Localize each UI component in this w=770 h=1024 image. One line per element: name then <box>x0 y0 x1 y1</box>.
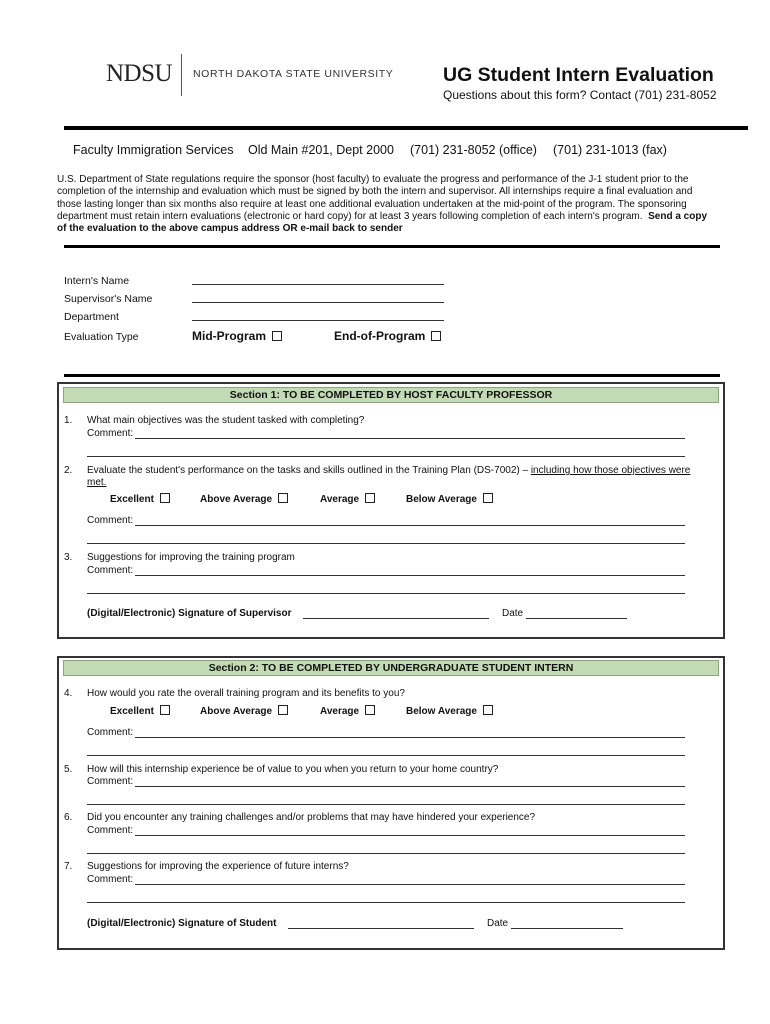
section2-header: Section 2: TO BE COMPLETED BY UNDERGRADUATE STUDENT INTERN <box>63 660 719 676</box>
page-title: UG Student Intern Evaluation <box>443 64 714 86</box>
q7-comment-input[interactable] <box>135 884 685 885</box>
rating-checkbox[interactable] <box>365 493 375 503</box>
office-fax: (701) 231-1013 (fax) <box>553 143 667 157</box>
q4-number: 4. <box>64 688 73 699</box>
q4-rating-average[interactable] <box>320 706 375 717</box>
rating-label: Below Average <box>406 494 477 505</box>
q6-comment-input[interactable] <box>135 835 685 836</box>
q2-text-main: Evaluate the student's performance on the tasks and skills outlined in the Training Plan (DS-7002) – <box>87 465 531 476</box>
department-label: Department <box>64 311 119 323</box>
rating-label: Average <box>320 494 360 505</box>
q4-text: How would you rate the overall training program and its benefits to you? <box>87 688 405 699</box>
student-date-label: Date <box>487 918 509 929</box>
q2-rating-average[interactable] <box>320 494 375 505</box>
q4-comment-label: Comment: <box>87 727 134 738</box>
rating-checkbox[interactable] <box>365 705 375 715</box>
office-phone: (701) 231-8052 (office) <box>410 143 537 157</box>
q6-number: 6. <box>64 812 73 823</box>
q3-comment-input[interactable] <box>135 575 685 576</box>
office-address: Old Main #201, Dept 2000 <box>248 143 394 157</box>
supervisor-signature-label: (Digital/Electronic) Signature of Supervisor <box>87 608 292 619</box>
rating-checkbox[interactable] <box>278 705 288 715</box>
q7-number: 7. <box>64 861 73 872</box>
intern-name-input[interactable] <box>192 284 444 285</box>
q4-rating-above-average[interactable] <box>200 706 288 717</box>
contact-line: Questions about this form? Contact (701) 231-8052 <box>443 88 717 102</box>
mid-program-checkbox[interactable] <box>272 331 282 341</box>
rating-label: Excellent <box>110 706 154 717</box>
q3-comment-line2[interactable] <box>87 593 685 594</box>
end-program-option[interactable] <box>334 329 441 343</box>
q5-comment-label: Comment: <box>87 776 134 787</box>
q2-text <box>87 465 702 489</box>
q5-text: How will this internship experience be of value to you when you return to your home country? <box>87 764 499 775</box>
q2-comment-line2[interactable] <box>87 543 685 544</box>
rating-label: Average <box>320 706 360 717</box>
supervisor-name-input[interactable] <box>192 302 444 303</box>
rating-checkbox[interactable] <box>483 705 493 715</box>
q2-text-underlined: including how those objectives were met. <box>87 465 691 488</box>
supervisor-date-input[interactable] <box>526 618 627 619</box>
q2-rating-excellent[interactable] <box>110 494 170 505</box>
section2-box <box>57 656 725 950</box>
rating-label: Below Average <box>406 706 477 717</box>
q1-comment-input[interactable] <box>135 438 685 439</box>
student-signature-label: (Digital/Electronic) Signature of Student <box>87 918 277 929</box>
end-program-checkbox[interactable] <box>431 331 441 341</box>
evaluation-type-label: Evaluation Type <box>64 331 139 343</box>
q6-comment-line2[interactable] <box>87 853 685 854</box>
q2-number: 2. <box>64 465 73 476</box>
fields-rule <box>64 374 720 377</box>
intro-rule <box>64 245 720 248</box>
rating-label: Above Average <box>200 494 273 505</box>
supervisor-date-label: Date <box>502 608 524 619</box>
rating-checkbox[interactable] <box>160 493 170 503</box>
mid-program-option[interactable] <box>192 329 282 343</box>
department-input[interactable] <box>192 320 444 321</box>
section1-header: Section 1: TO BE COMPLETED BY HOST FACULTY PROFESSOR <box>63 387 719 403</box>
q2-rating-above-average[interactable] <box>200 494 288 505</box>
q5-comment-input[interactable] <box>135 786 685 787</box>
rating-checkbox[interactable] <box>483 493 493 503</box>
q2-rating-below-average[interactable] <box>406 494 493 505</box>
logo-divider <box>181 54 182 96</box>
q4-rating-below-average[interactable] <box>406 706 493 717</box>
student-date-input[interactable] <box>511 928 623 929</box>
q7-text: Suggestions for improving the experience of future interns? <box>87 861 349 872</box>
q6-comment-label: Comment: <box>87 825 134 836</box>
student-signature-input[interactable] <box>288 928 474 929</box>
q1-comment-line2[interactable] <box>87 456 685 457</box>
q4-comment-input[interactable] <box>135 737 685 738</box>
office-name: Faculty Immigration Services <box>73 143 234 157</box>
intro-text: U.S. Department of State regulations require the sponsor (host faculty) to evaluate the progress and performance of the J-1 student prior to the completion of the internship and evaluation which must be signed by both the intern and supervisor. All internships require a final evaluation and those lasting longer than six months also require at least one additional evaluation undertaken at the mid-point of the program. The sponsoring department must retain intern evaluations (electronic or hard copy) for at least 3 years following completion of each intern's program. <box>57 174 693 222</box>
end-program-label: End-of-Program <box>334 329 426 343</box>
rating-checkbox[interactable] <box>160 705 170 715</box>
university-name: NORTH DAKOTA STATE UNIVERSITY <box>193 68 394 80</box>
q7-comment-line2[interactable] <box>87 902 685 903</box>
q7-comment-label: Comment: <box>87 874 134 885</box>
mid-program-label: Mid-Program <box>192 329 267 343</box>
q2-comment-input[interactable] <box>135 525 685 526</box>
q5-number: 5. <box>64 764 73 775</box>
q4-rating-excellent[interactable] <box>110 706 170 717</box>
q5-comment-line2[interactable] <box>87 804 685 805</box>
q4-comment-line2[interactable] <box>87 755 685 756</box>
q1-text: What main objectives was the student tasked with completing? <box>87 415 365 426</box>
q1-number: 1. <box>64 415 73 426</box>
q3-number: 3. <box>64 552 73 563</box>
q3-comment-label: Comment: <box>87 565 134 576</box>
rating-label: Above Average <box>200 706 273 717</box>
supervisor-name-label: Supervisor's Name <box>64 293 153 305</box>
intro-paragraph <box>57 174 707 235</box>
intro-instruction: Send a copy of the evaluation to the above campus address OR e-mail back to sender <box>57 210 708 235</box>
q2-comment-label: Comment: <box>87 515 134 526</box>
intern-name-label: Intern's Name <box>64 275 130 287</box>
rating-checkbox[interactable] <box>278 493 288 503</box>
q1-comment-label: Comment: <box>87 428 134 439</box>
rating-label: Excellent <box>110 494 154 505</box>
q3-text: Suggestions for improving the training program <box>87 552 295 563</box>
supervisor-signature-input[interactable] <box>303 618 489 619</box>
header-rule <box>64 126 748 130</box>
q6-text: Did you encounter any training challenges and/or problems that may have hindered your experience? <box>87 812 536 823</box>
ndsu-logo: NDSU <box>106 60 173 87</box>
